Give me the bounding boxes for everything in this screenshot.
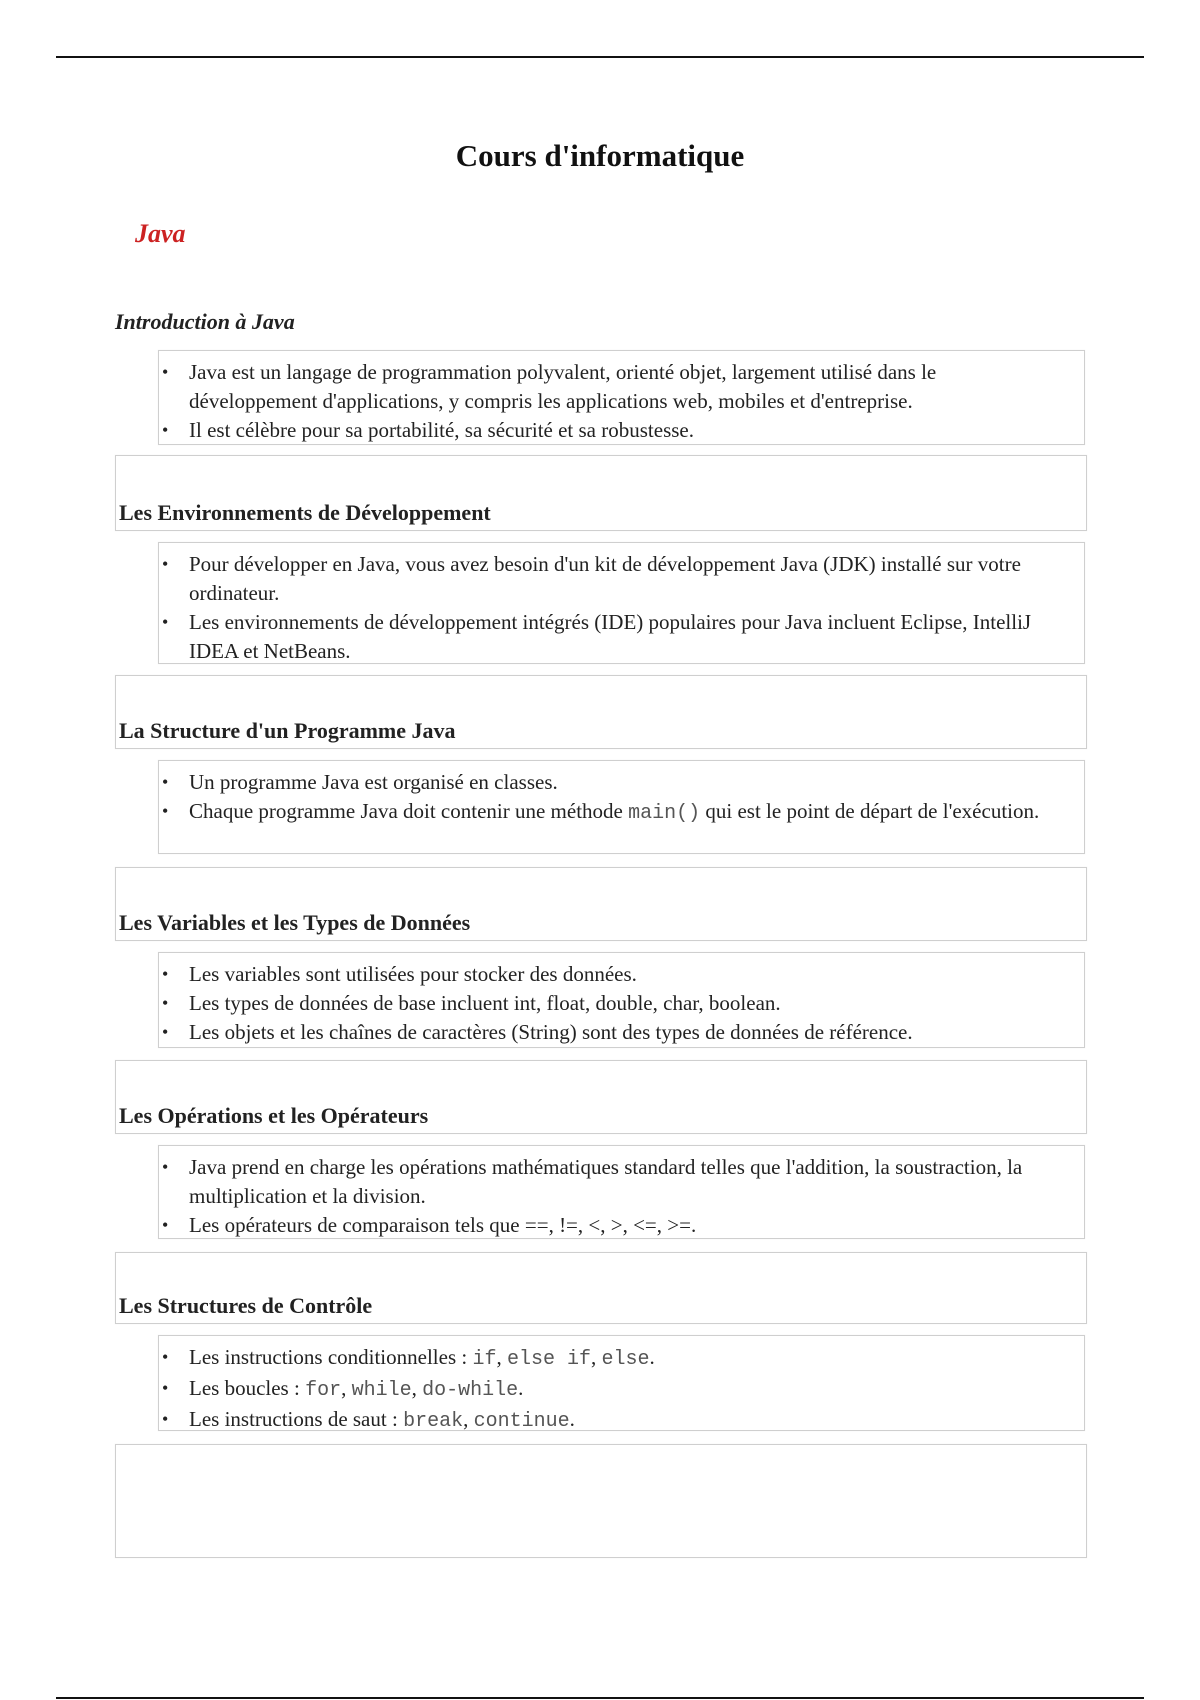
list-item bbox=[189, 797, 1064, 828]
code-break: break bbox=[403, 1410, 464, 1433]
list-item: • Les instructions de saut : break, continue. bbox=[189, 1405, 1064, 1436]
variables-heading: Les Variables et les Types de Données bbox=[119, 910, 471, 935]
structure-list bbox=[159, 761, 1084, 828]
code-continue: continue bbox=[473, 1410, 570, 1433]
structure-heading: La Structure d'un Programme Java bbox=[119, 718, 456, 743]
list-item: • Les variables sont utilisées pour stocker des données. bbox=[189, 960, 1064, 989]
control-list-box bbox=[158, 1335, 1085, 1431]
env-list-box bbox=[158, 542, 1085, 664]
bottom-rule bbox=[56, 1697, 1144, 1699]
list-item: • Java est un langage de programmation polyvalent, orienté objet, largement utilisé dans le développement d'applications, y compris les applications web, mobiles et d'entreprise. bbox=[189, 358, 1064, 416]
list-item: • Un programme Java est organisé en classes. bbox=[189, 768, 1064, 797]
code-while: while bbox=[351, 1379, 412, 1402]
top-rule bbox=[56, 56, 1144, 58]
list-item: • Il est célèbre pour sa portabilité, sa sécurité et sa robustesse. bbox=[189, 416, 1064, 445]
env-heading-box bbox=[115, 455, 1087, 531]
operations-list-box bbox=[158, 1145, 1085, 1239]
list-item: • Les environnements de développement intégrés (IDE) populaires pour Java incluent Eclipse, IntelliJ IDEA et NetBeans. bbox=[189, 608, 1064, 666]
list-item: • Les types de données de base incluent int, float, double, char, boolean. bbox=[189, 989, 1064, 1018]
control-heading-box bbox=[115, 1252, 1087, 1324]
code-if: if bbox=[472, 1348, 497, 1371]
empty-box bbox=[115, 1444, 1087, 1558]
variables-heading-box bbox=[115, 867, 1087, 941]
operations-heading: Les Opérations et les Opérateurs bbox=[119, 1103, 429, 1128]
code-else: else bbox=[601, 1348, 650, 1371]
intro-heading: Introduction à Java bbox=[115, 309, 295, 334]
item-text: qui est le point de départ de l'exécution. bbox=[700, 799, 1040, 823]
code-else-if: else if bbox=[506, 1348, 591, 1371]
page-title: Cours d'informatique bbox=[455, 138, 745, 173]
env-list bbox=[159, 543, 1084, 666]
structure-list-box bbox=[158, 760, 1085, 854]
operations-heading-box bbox=[115, 1060, 1087, 1134]
intro-list-box bbox=[158, 350, 1085, 445]
env-heading: Les Environnements de Développement bbox=[119, 500, 491, 525]
control-heading: Les Structures de Contrôle bbox=[119, 1293, 373, 1318]
list-item: • Java prend en charge les opérations mathématiques standard telles que l'addition, la soustraction, la multiplication et la division. bbox=[189, 1153, 1064, 1211]
control-list bbox=[159, 1336, 1084, 1436]
item-text: Les instructions conditionnelles : bbox=[189, 1345, 473, 1369]
list-item: • Pour développer en Java, vous avez besoin d'un kit de développement Java (JDK) installé sur votre ordinateur. bbox=[189, 550, 1064, 608]
operations-list bbox=[159, 1146, 1084, 1240]
code-for: for bbox=[305, 1379, 342, 1402]
code-main: main() bbox=[628, 802, 701, 825]
item-text: Les boucles : bbox=[189, 1376, 306, 1400]
list-item: • Les opérateurs de comparaison tels que ==, !=, <, >, <=, >=. bbox=[189, 1211, 1064, 1240]
intro-list bbox=[159, 351, 1084, 445]
list-item: • Les instructions conditionnelles : if, else if, else. bbox=[189, 1343, 1064, 1374]
subject-title: Java bbox=[135, 219, 186, 248]
list-item: • Les objets et les chaînes de caractères (String) sont des types de données de référence. bbox=[189, 1018, 1064, 1047]
structure-heading-box bbox=[115, 675, 1087, 749]
variables-list bbox=[159, 953, 1084, 1047]
item-text: Les instructions de saut : bbox=[189, 1407, 404, 1431]
code-do-while: do-while bbox=[422, 1379, 519, 1402]
variables-list-box bbox=[158, 952, 1085, 1048]
list-item: • Les boucles : for, while, do-while. bbox=[189, 1374, 1064, 1405]
item-text: Chaque programme Java doit contenir une méthode bbox=[189, 799, 629, 823]
